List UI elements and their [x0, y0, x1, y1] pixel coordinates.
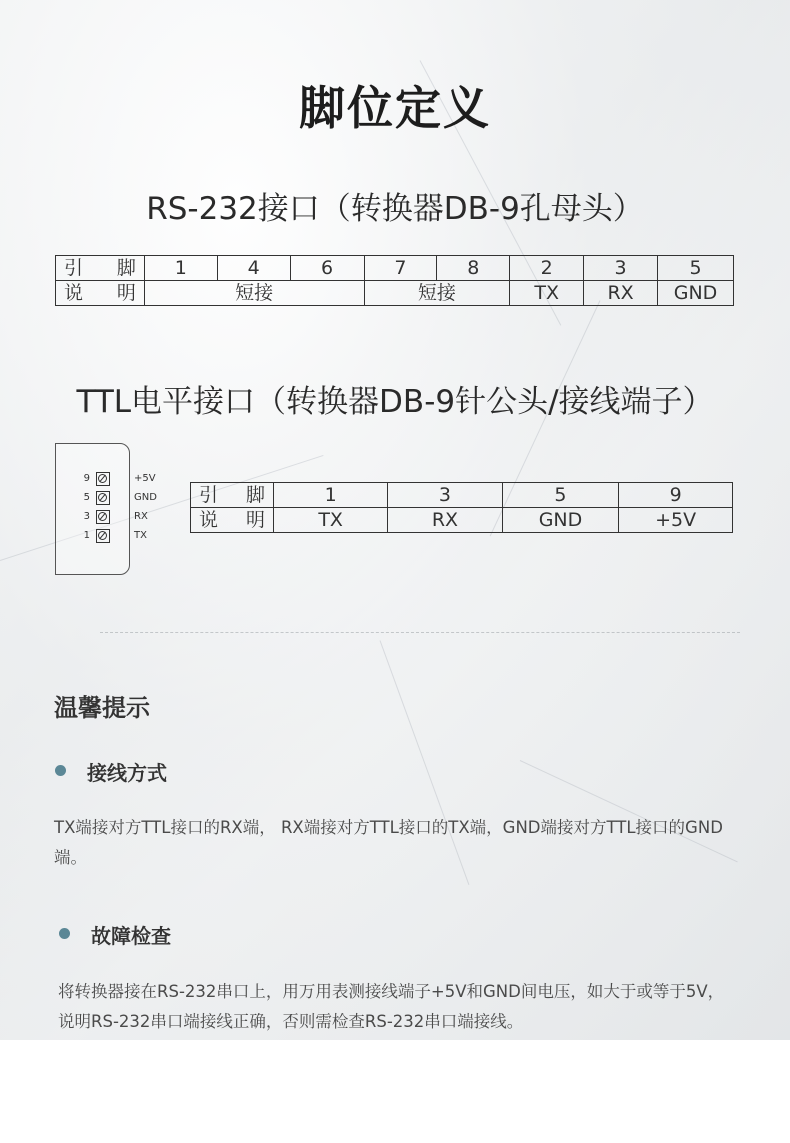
wiring-text: TX端接对方TTL接口的RX端， RX端接对方TTL接口的TX端，GND端接对方TTL接口的GND端。 — [54, 818, 723, 867]
row-label-pin: 引 脚 — [191, 483, 274, 508]
row-label-pin: 引 脚 — [56, 256, 145, 281]
pin-cell: 1 — [273, 483, 387, 508]
terminal-row: 3 RX — [83, 511, 148, 522]
table-row — [56, 281, 734, 306]
screw-icon — [96, 510, 110, 524]
fault-text: 将转换器接在RS-232串口上，用万用表测接线端子+5V和GND间电压，如大于或等于5V，说明RS-232串口端接线正确，否则需检查RS-232串口端接线。 — [58, 982, 725, 1031]
bullet-dot-icon — [55, 765, 66, 776]
table-row — [191, 508, 733, 533]
table-row — [56, 256, 734, 281]
desc-cell: GND — [502, 508, 619, 533]
bottom-area — [0, 1040, 790, 1143]
divider — [100, 632, 740, 633]
terminal-row: 9 +5V — [83, 473, 156, 484]
row-label-desc: 说 明 — [191, 508, 274, 533]
desc-cell: TX — [273, 508, 387, 533]
pin-cell: 9 — [619, 483, 733, 508]
bullet-dot-icon — [59, 928, 70, 939]
pin-cell: 5 — [658, 256, 734, 281]
pin-cell: 2 — [510, 256, 584, 281]
table-row — [191, 483, 733, 508]
desc-cell: 短接 — [364, 281, 510, 306]
desc-cell: TX — [510, 281, 584, 306]
pin-cell: 1 — [144, 256, 217, 281]
pin-cell: 4 — [217, 256, 290, 281]
pin-cell: 3 — [584, 256, 658, 281]
desc-cell: GND — [658, 281, 734, 306]
terminal-row: 1 TX — [83, 530, 147, 541]
terminal-row: 5 GND — [83, 492, 157, 503]
wiring-title: 接线方式 — [87, 761, 167, 785]
rs232-pin-table — [55, 255, 734, 306]
rs232-heading: RS-232接口（转换器DB-9孔母头） — [146, 191, 644, 227]
ttl-pin-table — [190, 482, 733, 533]
row-label-desc: 说 明 — [56, 281, 145, 306]
pin-cell: 8 — [437, 256, 510, 281]
desc-cell: RX — [584, 281, 658, 306]
screw-icon — [96, 472, 110, 486]
screw-icon — [96, 491, 110, 505]
pin-cell: 6 — [290, 256, 364, 281]
pin-cell: 7 — [364, 256, 437, 281]
ttl-heading: TTL电平接口（转换器DB-9针公头/接线端子） — [76, 384, 714, 420]
pin-cell: 3 — [388, 483, 502, 508]
pin-cell: 5 — [502, 483, 619, 508]
fault-title: 故障检查 — [91, 924, 171, 948]
desc-cell: 短接 — [144, 281, 364, 306]
desc-cell: RX — [388, 508, 502, 533]
tips-title: 温馨提示 — [54, 694, 150, 722]
screw-icon — [96, 529, 110, 543]
terminal-block-diagram — [55, 443, 130, 575]
desc-cell: +5V — [619, 508, 733, 533]
page-title: 脚位定义 — [299, 81, 491, 135]
